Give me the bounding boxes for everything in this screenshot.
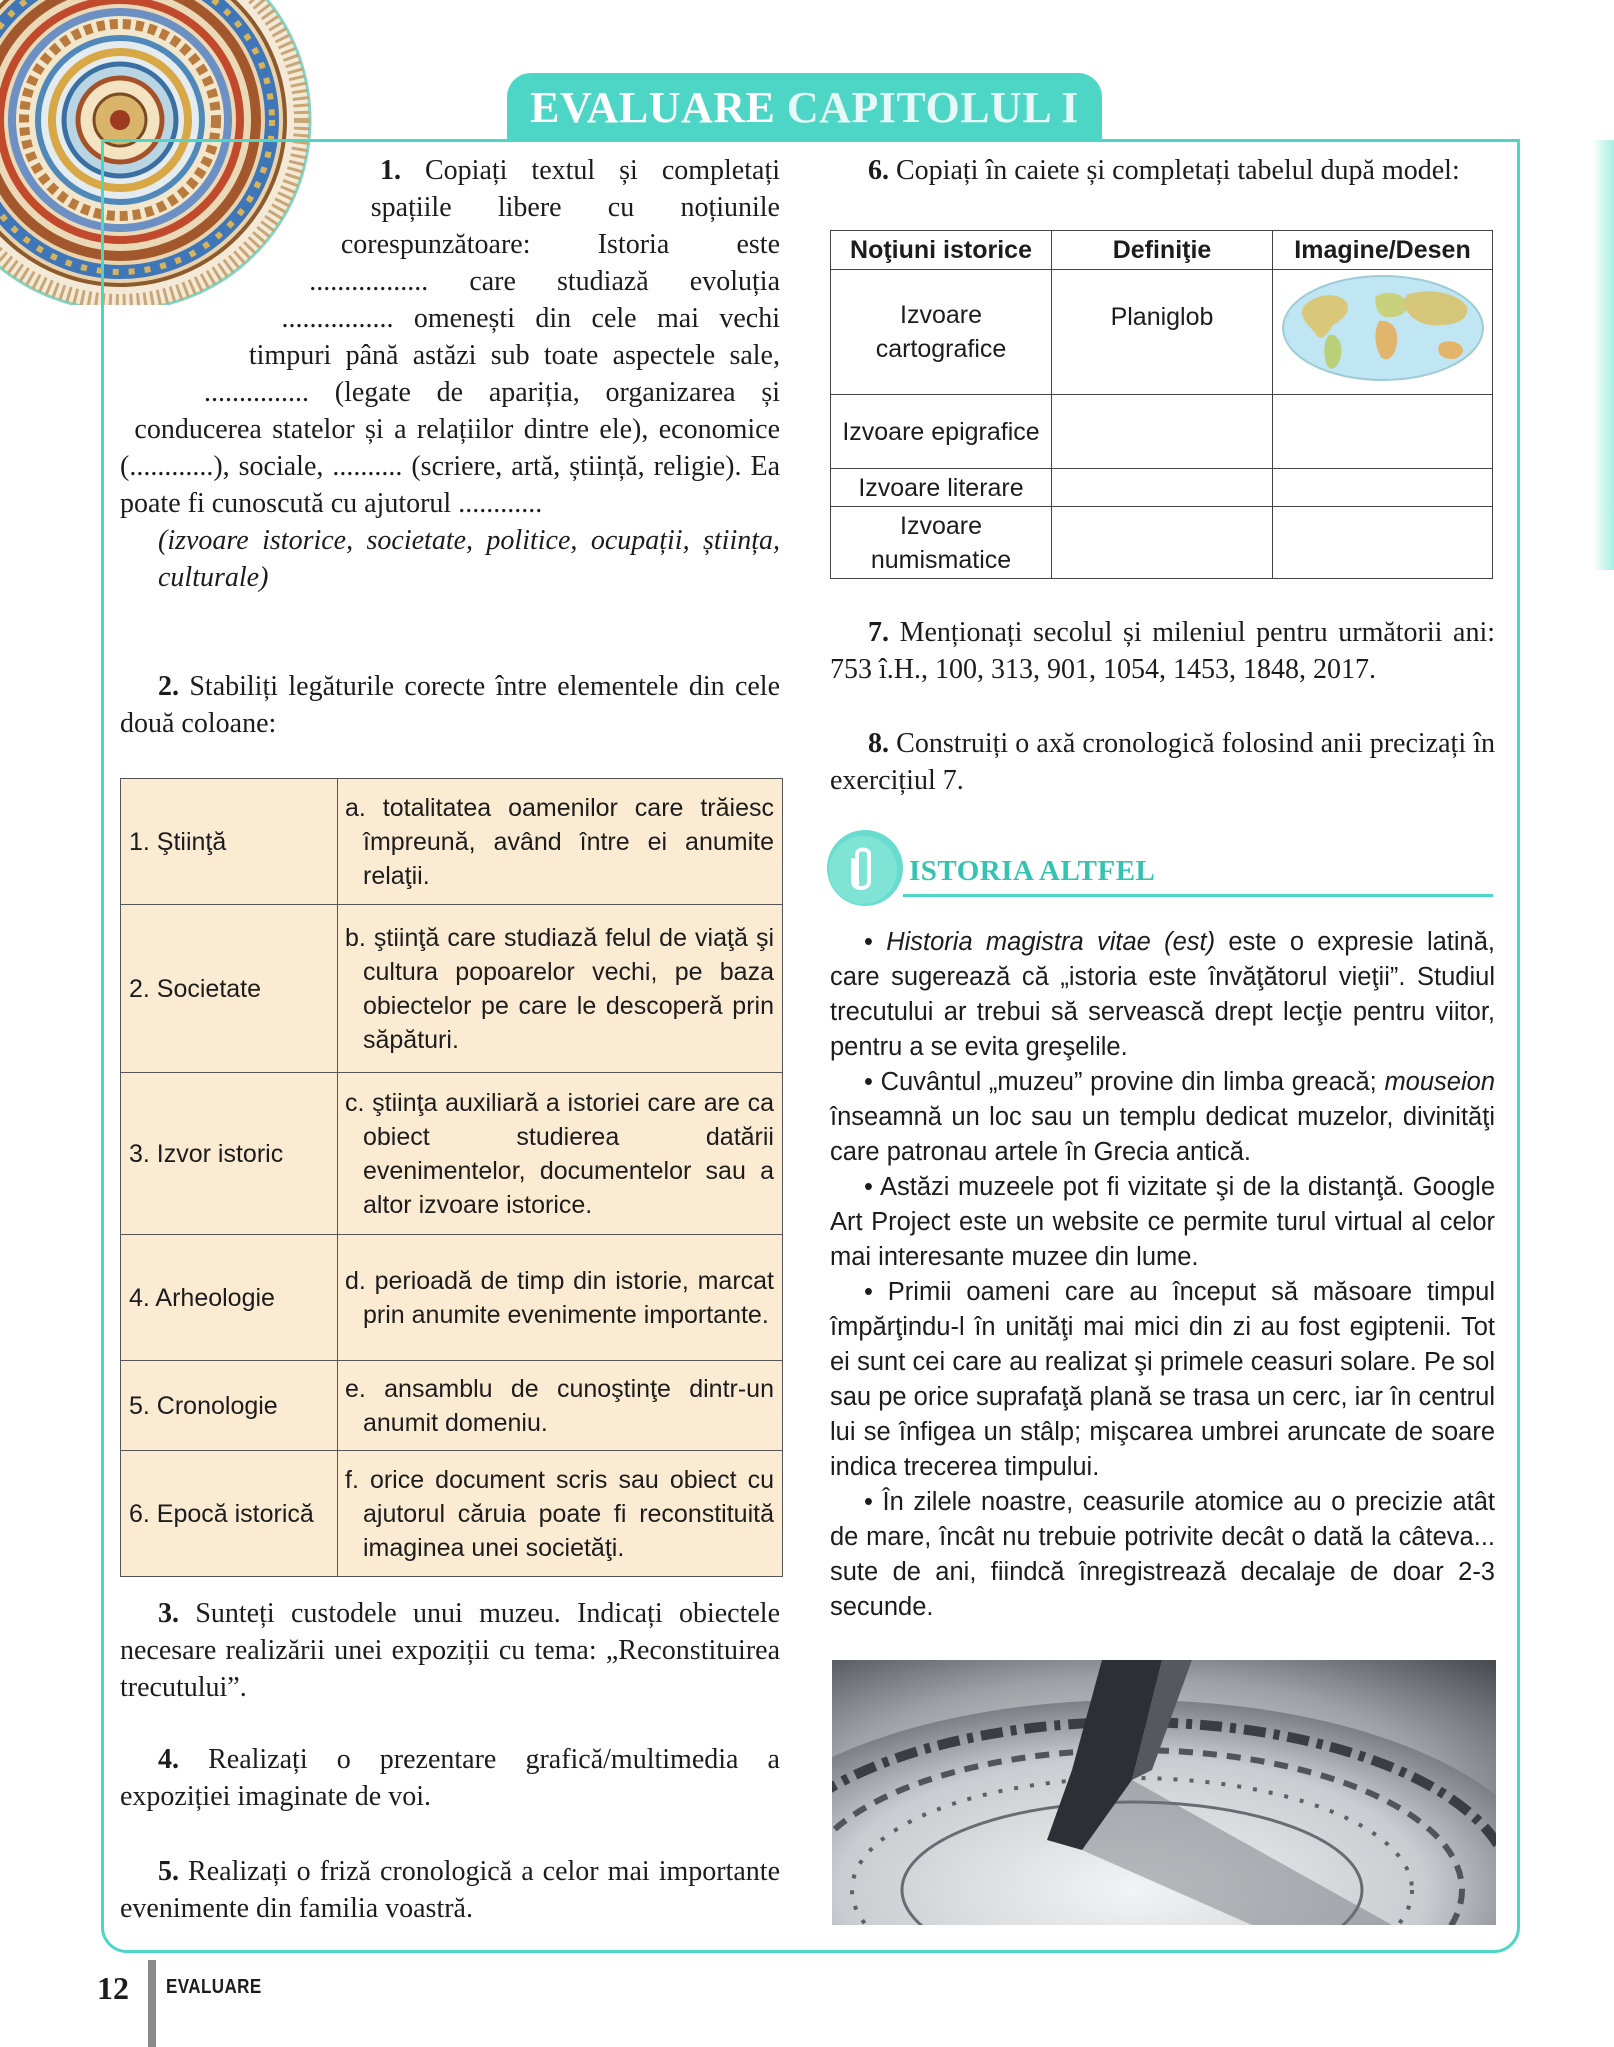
q8-number: 8.: [868, 728, 889, 759]
q2-text: Stabiliți legăturile corecte între elementele din cele două coloane:: [120, 671, 781, 739]
q7-text: Menționați secolul și mileniul pentru următorii ani: 753 î.H., 100, 313, 901, 1054, 1453, 1848, 2017.: [830, 617, 1496, 685]
q6-text: Copiați în caiete și completați tabelul după model:: [896, 155, 1460, 186]
question-6: [830, 152, 1495, 189]
fact-item: • Astăzi muzeele pot fi vizitate şi de la distanţă. Google Art Project este un website ce permite turul virtual al celor mai interesante muzee din lume.: [830, 1173, 1496, 1271]
fact-item: • Cuvântul „muzeu” provine din limba greacă; mouseion înseamnă un loc sau un templu dedicat muzelor, divinităţi care patronau artele în Grecia antică.: [830, 1068, 1496, 1166]
q1-number: 1.: [380, 155, 401, 186]
definition-cell: c. ştiinţa auxiliară a istoriei care are ca obiect studierea datării evenimentelor, documentelor sau a altor izvoare istorice.: [338, 1073, 783, 1235]
notion-cell: Izvoare numismatice: [831, 507, 1052, 579]
q3-text: Sunteți custodele unui muzeu. Indicați obiectele necesare realizării unei expoziții cu tema: „Reconstituirea trecutului”.: [120, 1598, 780, 1703]
table-header-row: [831, 231, 1493, 270]
notion-cell: Izvoare cartografice: [831, 270, 1052, 395]
q1-text: Copiați textul și completați spațiile libere cu noțiunile corespunzătoare: Istoria este ................. care studiază evoluția ................ omenești din cele mai vechi timpuri până astăzi sub toate aspectele sale, ............... (legate de apariția, organizarea și conducerea statelor și a relațiilor dintre ele), economice (............), sociale, .......... (scriere, artă, știință, religie). Ea poate fi cunoscută cu ajutorul ............: [120, 155, 780, 519]
table-row: [121, 1235, 783, 1361]
table-row: [121, 905, 783, 1073]
question-3: [120, 1595, 780, 1706]
q5-number: 5.: [158, 1856, 179, 1887]
fact-item: • În zilele noastre, ceasurile atomice au o precizie atât de mare, încât nu trebuie potrivite decât o dată la câteva... sute de ani, fiindcă înregistrează decalaje de doar 2-3 secunde.: [830, 1488, 1495, 1621]
table-row: [831, 507, 1493, 579]
q4-text: Realizați o prezentare grafică/multimedia a expoziției imaginate de voi.: [120, 1744, 780, 1812]
term-cell: 4. Arheologie: [121, 1235, 338, 1361]
q2-number: 2.: [158, 671, 179, 702]
fact-text: Primii oameni care au început să măsoare timpul împărţindu-l în unităţi mai mici din zi au fost egiptenii. Tot ei sunt cei care au realizat şi primele ceasuri solare. Pe sol sau pe orice suprafaţă plană se trasa un cerc, iar în centrul lui se înfigea un stâlp; mişcarea umbrei aruncate de soare indica trecerea timpului.: [830, 1278, 1495, 1481]
definition-cell: Planiglob: [1052, 270, 1273, 395]
header-notions: Noţiuni istorice: [831, 231, 1052, 270]
fact-item: • Historia magistra vitae (est) este o expresie latină, care sugerează că „istoria este învăţătorul vieţii”. Studiul trecutului ar trebui să servească drept lecţie pentru viitor, pentru a se evita greşelile.: [830, 928, 1495, 1061]
term-cell: 1. Ştiinţă: [121, 779, 338, 905]
image-cell: [1273, 270, 1493, 395]
fact-text: înseamnă un loc sau un templu dedicat muzelor, divinităţi care patronau artele în Grecia antică.: [830, 1103, 1495, 1166]
q1-hint: (izvoare istorice, societate, politice, ocupații, știința, culturale): [158, 525, 780, 593]
sundial-photo: [832, 1660, 1496, 1925]
fact-text: Astăzi muzeele pot fi vizitate şi de la distanţă. Google Art Project este un website ce permite turul virtual al celor mai interesante muzee din lume.: [830, 1173, 1496, 1271]
question-7: [830, 614, 1495, 688]
definition-cell: a. totalitatea oamenilor care trăiesc împreună, având între ei anumite relaţii.: [338, 779, 783, 905]
header-image: Imagine/Desen: [1273, 231, 1493, 270]
notion-cell: Izvoare literare: [831, 469, 1052, 507]
footer-label: EVALUARE: [166, 1976, 262, 1998]
q7-number: 7.: [868, 617, 889, 648]
image-cell: [1273, 395, 1493, 469]
title-part1: EVALUARE: [530, 83, 776, 132]
fact-text: În zilele noastre, ceasurile atomice au o precizie atât de mare, încât nu trebuie potrivite decât o dată la câteva... sute de ani, fiindcă înregistrează decalaje de doar 2-3 secunde.: [830, 1488, 1495, 1621]
q6-number: 6.: [868, 155, 889, 186]
table-row: [831, 395, 1493, 469]
chapter-title: [507, 73, 1102, 139]
q3-number: 3.: [158, 1598, 179, 1629]
paperclip-icon: [823, 826, 907, 910]
image-cell: [1273, 507, 1493, 579]
question-8: [830, 725, 1495, 799]
question-1: [120, 152, 780, 632]
q8-text: Construiți o axă cronologică folosind anii precizați în exercițiul 7.: [830, 728, 1496, 796]
table-row: [831, 469, 1493, 507]
definition-cell: b. ştiinţă care studiază felul de viaţă şi cultura popoarelor vechi, pe baza obiectelor pe care le descoperă prin săpături.: [338, 905, 783, 1073]
term-cell: 3. Izvor istoric: [121, 1073, 338, 1235]
footer-divider: [148, 1960, 156, 2047]
section-divider: [903, 894, 1493, 897]
q4-number: 4.: [158, 1744, 179, 1775]
definition-cell: [1052, 469, 1273, 507]
term-cell: 5. Cronologie: [121, 1361, 338, 1451]
definition-cell: f. orice document scris sau obiect cu ajutorul căruia poate fi reconstituită imaginea unei societăţi.: [338, 1451, 783, 1577]
notion-cell: Izvoare epigrafice: [831, 395, 1052, 469]
image-cell: [1273, 469, 1493, 507]
definition-cell: [1052, 395, 1273, 469]
istoria-altfel-header: [823, 826, 1493, 910]
world-map-image: [1281, 273, 1485, 383]
notions-table: [830, 230, 1493, 579]
fact-text: Cuvântul „muzeu” provine din limba greacă;: [880, 1068, 1385, 1096]
fact-italic: mouseion: [1384, 1068, 1496, 1096]
table-row: [831, 270, 1493, 395]
page-number: 12: [97, 1970, 129, 2006]
header-definition: Definiţie: [1052, 231, 1273, 270]
table-row: [121, 1361, 783, 1451]
question-4: [120, 1741, 780, 1815]
istoria-altfel-title: ISTORIA ALTFEL: [909, 855, 1156, 887]
q5-text: Realizați o friză cronologică a celor mai importante evenimente din familia voastră.: [120, 1856, 780, 1924]
fact-italic: Historia magistra vitae (est): [886, 928, 1216, 956]
fact-item: • Primii oameni care au început să măsoare timpul împărţindu-l în unităţi mai mici din zi au fost egiptenii. Tot ei sunt cei care au realizat şi primele ceasuri solare. Pe sol sau pe orice suprafaţă plană se trasa un cerc, iar în centrul lui se înfigea un stâlp; mişcarea umbrei aruncate de soare indica trecerea timpului.: [830, 1278, 1495, 1481]
edge-accent: [1592, 140, 1614, 570]
question-2: [120, 668, 780, 742]
term-cell: 2. Societate: [121, 905, 338, 1073]
table-row: [121, 1451, 783, 1577]
fact-text: este o expresie latină, care sugerează că „istoria este învăţătorul vieţii”. Studiul trecutului ar trebui să servească drept lecţie pentru viitor, pentru a se evita greşelile.: [830, 928, 1495, 1061]
matching-table: [120, 778, 783, 1577]
title-part2: CAPITOLUL I: [786, 83, 1079, 132]
table-row: [121, 1073, 783, 1235]
definition-cell: e. ansamblu de cunoştinţe dintr-un anumit domeniu.: [338, 1361, 783, 1451]
term-cell: 6. Epocă istorică: [121, 1451, 338, 1577]
table-row: [121, 779, 783, 905]
istoria-altfel-facts: [830, 925, 1495, 1625]
question-5: [120, 1853, 780, 1927]
definition-cell: d. perioadă de timp din istorie, marcat prin anumite evenimente importante.: [338, 1235, 783, 1361]
definition-cell: [1052, 507, 1273, 579]
